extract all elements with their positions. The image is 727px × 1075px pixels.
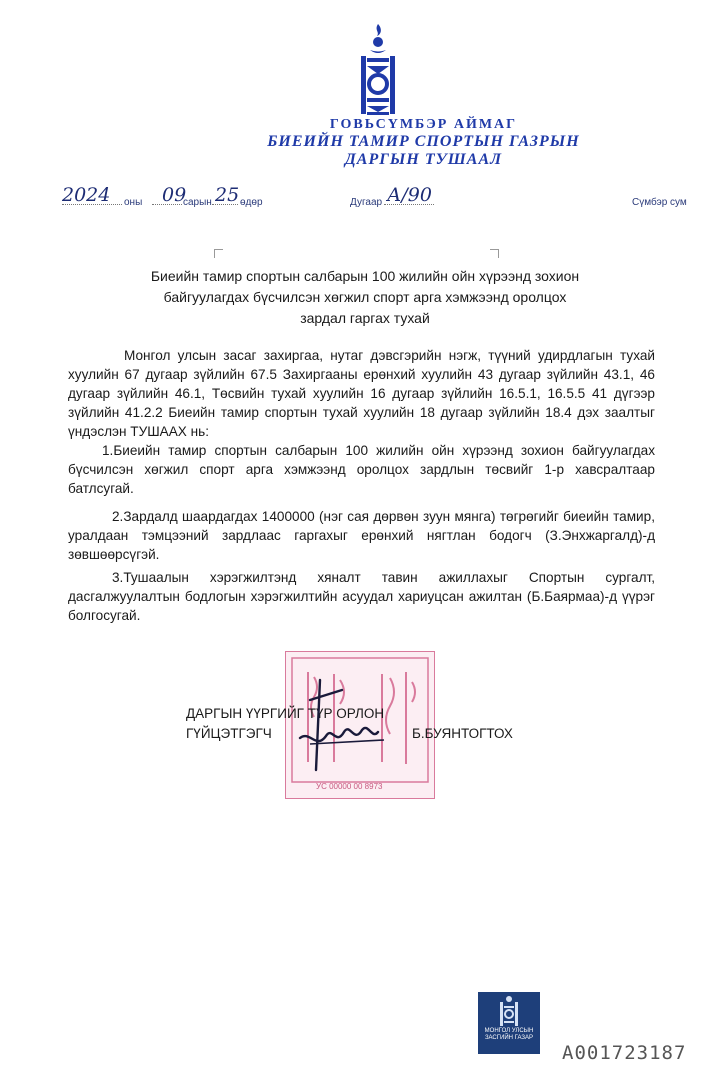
stamp-code: УС 00000 00 8973 <box>316 782 383 791</box>
number-label: Дугаар <box>350 197 383 208</box>
signer-title-line1: ДАРГЫН ҮҮРГИЙГ ТҮР ОРЛОН <box>186 706 385 721</box>
month-underline <box>152 204 182 205</box>
logo-text-line: МОНГОЛ УЛСЫН <box>484 1028 534 1034</box>
title-line: зардал гаргах тухай <box>300 310 430 326</box>
number-underline <box>384 204 434 205</box>
preamble-paragraph: Монгол улсын засаг захиргаа, нутаг дэвсгэрийн нэгж, түүний удирдлагын тухай хуулийн 67 дугаар зүйлийн 67.5 Захиргааны ерөнхий хуулийн 43 дугаар зүйлийн 43.1, 46 дугаар зүйлийн 46.1, Төсвийн тухай хуулийн 16 дугаар зүйлийн 16.5.1, 16.5.5 41 дүгээр зүйлийн 41.2.2 Биеийн тамир спортын тухай хуулийн 18 дугаар зүйлийн 18.4 дэх заалтыг үндэслэн ТУШААХ нь: <box>68 348 655 439</box>
order-title <box>100 266 630 329</box>
order-item-3: 3.Тушаалын хэрэгжилтэнд хяналт тавин ажиллахыг Спортын сургалт, дасгалжуулалтын бодлогын хэрэгжилтийн асуудал хариуцсан ажилтан (Б.Баярмаа)-д үүрэг болгосугай. <box>68 570 655 623</box>
day-suffix: өдөр <box>240 197 263 208</box>
header-organization: БИЕИЙН ТАМИР СПОРТЫН ГАЗРЫН <box>267 133 580 150</box>
handwritten-number: А/90 <box>387 184 432 206</box>
dateline <box>62 184 702 212</box>
handwritten-year: 2024 <box>62 184 111 206</box>
title-line: байгуулагдах бүсчилсэн хөгжил спорт арга хэмжээнд оролцох <box>163 289 567 305</box>
logo-text-line: ЗАСГИЙН ГАЗАР <box>484 1035 534 1041</box>
day-underline <box>212 204 238 205</box>
corner-mark-left <box>214 249 223 258</box>
corner-mark-right <box>490 249 499 258</box>
year-suffix: оны <box>124 197 143 208</box>
signer-title-line2: ГҮЙЦЭТГЭГЧ <box>186 726 272 741</box>
place: Сүмбэр сум <box>632 197 687 208</box>
government-logo <box>478 992 540 1054</box>
signer-name: Б.БУЯНТОГТОХ <box>412 726 513 741</box>
header-order-type: ДАРГЫН ТУШААЛ <box>344 151 503 168</box>
order-item-2: 2.Зардалд шаардагдах 1400000 (нэг сая дөрвөн зуун мянга) төгрөгийг биеийн тамир, уралдаан тэмцээний зардлаас гаргахыг ерөнхий нягтлан бодогч (З.Энхжаргалд)-д зөвшөөрсүгэй. <box>68 509 655 562</box>
header-region: ГОВЬСҮМБЭР АЙМАГ <box>329 117 518 132</box>
month-suffix: сарын <box>183 197 212 208</box>
handwritten-month: 09 <box>162 184 187 206</box>
title-line: Биеийн тамир спортын салбарын 100 жилийн ойн хүрээнд зохион <box>150 268 580 284</box>
handwritten-day: 25 <box>215 184 240 206</box>
document-serial: А001723187 <box>562 1042 687 1064</box>
handwritten-signature-icon <box>280 660 390 785</box>
soyombo-logo-icon <box>478 992 540 1028</box>
order-item-1: 1.Биеийн тамир спортын салбарын 100 жилийн ойн хүрээнд зохион байгуулагдах бүсчилсэн хөгжил спорт арга хэмжээнд оролцох зардлын төсвийг 1-р хавсралтаар батлсугай. <box>68 443 655 496</box>
soyombo-emblem-icon <box>356 22 400 118</box>
year-underline <box>62 204 122 205</box>
logo-caption <box>478 1028 540 1042</box>
